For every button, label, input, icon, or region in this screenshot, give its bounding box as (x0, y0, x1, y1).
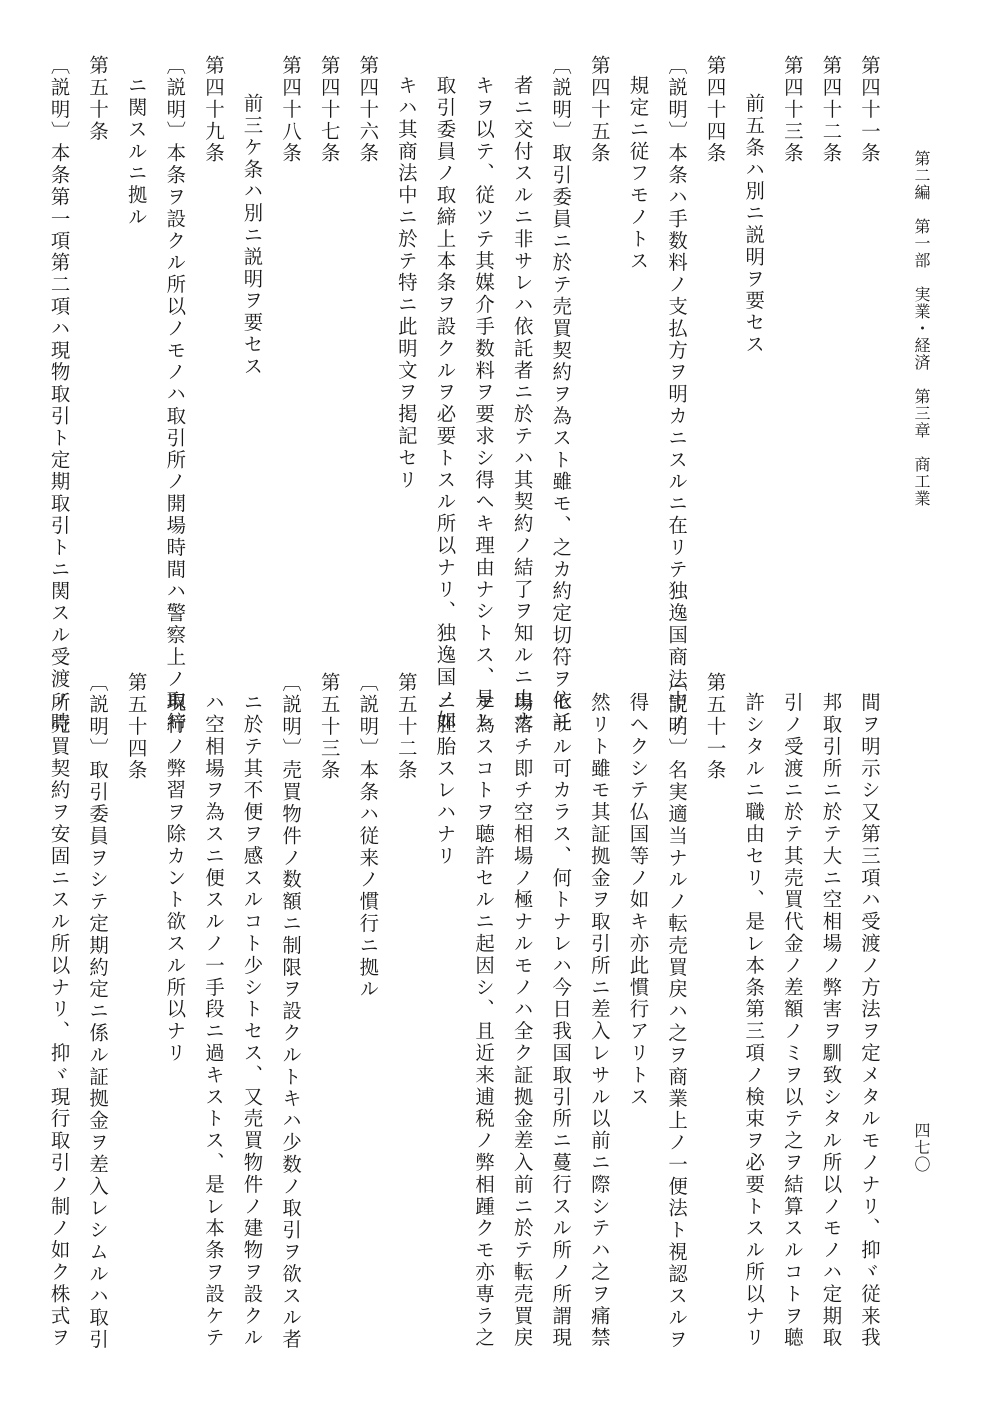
text-line: 第四十一条 (858, 55, 881, 165)
text-line: 〔説明〕取引委員ニ於テ売買契約ヲ為スト雖モ、之カ約定切符ヲ依託 (549, 55, 573, 734)
text-line: 所売買契約ヲ安固ニスル所以ナリ、抑ヾ現行取引ノ制ノ如ク株式ヲ (47, 692, 71, 1349)
text-line: 取引委員ノ取締上本条ヲ設クルヲ必要トスル所以ナリ、独逸国ノ如 (433, 75, 457, 732)
text-line: キヲ以テ、従ツテ其媒介手数料ヲ要求シ得ヘキ理由ナシトス、是レ (472, 75, 496, 732)
text-line: 前三ケ条ハ別ニ説明ヲ要セス (240, 93, 264, 378)
text-line: 然リト雖モ其証拠金ヲ取引所ニ差入レサル以前ニ際シテハ之ヲ痛禁 (587, 692, 611, 1349)
text-line: キハ其商法中ニ於テ特ニ此明文ヲ掲記セリ (394, 75, 418, 492)
text-line: 〔説明〕本条ハ手数料ノ支払方ヲ明カニスルニ在リテ独逸国商法中ノ (665, 55, 689, 734)
text-line: 第四十八条 (279, 55, 303, 165)
text-line: 規定ニ従フモノトス (626, 75, 650, 273)
text-line: 第四十九条 (201, 55, 225, 165)
text-line: 〔説明〕本条第一項第二項ハ現物取引ト定期取引トニ関スル受渡ノ時 (47, 55, 71, 734)
text-line: 許シタルニ職由セリ、是レ本条第三項ノ検束ヲ必要トスル所以ナリ (742, 692, 766, 1349)
text-line: 第五十四条 (124, 672, 148, 782)
text-line: 〔説明〕売買物件ノ数額ニ制限ヲ設クルトキハ少数ノ取引ヲ欲スル者 (279, 672, 303, 1351)
text-line: 〔説明〕本条ヲ設クル所以ノモノハ取引所ノ開場時間ハ警察上ノ取締 (163, 55, 187, 734)
text-line: 第四十二条 (819, 55, 843, 165)
page-number: 四七〇 (912, 1122, 931, 1173)
text-line: 第五十一条 (703, 672, 727, 782)
text-line: 第四十七条 (317, 55, 341, 165)
text-line: ヲ為スコトヲ聴許セルニ起因シ、且近来逋税ノ弊相踵クモ亦専ラ之 (472, 692, 496, 1349)
text-line: 場落チ即チ空相場ノ極ナルモノハ全ク証拠金差入前ニ於テ転売買戻 (510, 692, 534, 1349)
text-line: ニ於テ其不便ヲ感スルコト少シトセス、又売買物件ノ建物ヲ設クル (240, 692, 264, 1349)
text-line: 者ニ交付スルニ非サレハ依託者ニ於テハ其契約ノ結了ヲ知ルニ由ナ (510, 75, 534, 732)
running-head: 第二編 第一部 実業・経済 第三章 商工業 (912, 150, 931, 507)
text-line: 引ノ受渡ニ於テ其売買代金ノ差額ノミヲ以テ之ヲ結算スルコトヲ聴 (780, 692, 804, 1349)
text-line: セサル可カラス、何トナレハ今日我国取引所ニ蔓行スル所ノ所謂現 (549, 692, 573, 1349)
text-line: ハ空相場ヲ為スニ便スルノ一手段ニ過キストス、是レ本条ヲ設ケテ (201, 692, 225, 1349)
text-line: 第四十三条 (780, 55, 804, 165)
text-line: 第五十二条 (394, 672, 418, 782)
text-line: ニ胚胎スレハナリ (433, 692, 457, 868)
text-line: 〔説明〕名実適当ナルノ転売買戻ハ之ヲ商業上ノ一便法ト視認スルヲ (665, 672, 689, 1351)
text-line: 前五条ハ別ニ説明ヲ要セス (742, 93, 766, 356)
text-line: 現行ノ弊習ヲ除カント欲スル所以ナリ (163, 692, 187, 1065)
text-line: 〔説明〕本条ハ従来ノ慣行ニ拠ル (356, 672, 380, 1001)
text-line: 第四十五条 (587, 55, 611, 165)
text-line: 第五十三条 (317, 672, 341, 782)
text-line: 第四十四条 (703, 55, 727, 165)
text-line: 得ヘクシテ仏国等ノ如キ亦此慣行アリトス (626, 692, 650, 1109)
lower-text-block (47, 672, 888, 1364)
text-line: ニ関スルニ拠ル (124, 75, 148, 229)
text-line: 間ヲ明示シ又第三項ハ受渡ノ方法ヲ定メタルモノナリ、抑ヾ従来我 (858, 692, 881, 1349)
text-line: 邦取引所ニ於テ大ニ空相場ノ弊害ヲ馴致シタル所以ノモノハ定期取 (819, 692, 843, 1349)
text-line: 第五十条 (86, 55, 110, 143)
text-line: 〔説明〕取引委員ヲシテ定期約定ニ係ル証拠金ヲ差入レシムルハ取引 (86, 672, 110, 1351)
text-line: 第四十六条 (356, 55, 380, 165)
